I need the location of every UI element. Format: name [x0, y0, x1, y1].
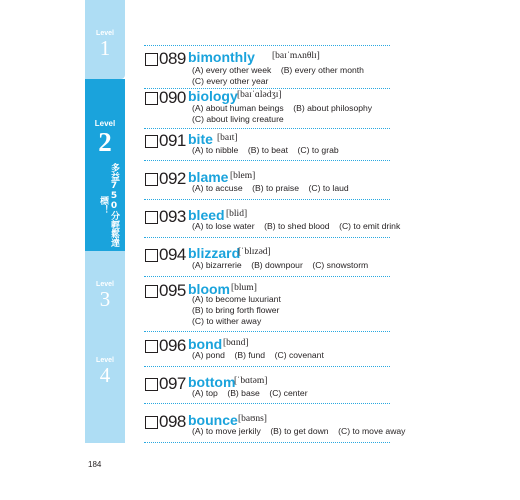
entry-word: bounce [188, 412, 238, 428]
top-dotted-divider [144, 45, 390, 46]
entry-word: bite [188, 131, 213, 147]
entry-number: 089 [159, 49, 186, 68]
entry-number: 094 [159, 245, 186, 264]
page-number: 184 [88, 460, 102, 469]
entry-ipa: [blum] [231, 283, 257, 293]
dotted-divider [144, 128, 390, 129]
entry-word: bloom [188, 281, 230, 297]
entry-ipa: [bɑnd] [223, 338, 249, 348]
level-2-tab-active[interactable] [85, 79, 125, 251]
checkbox[interactable] [145, 378, 158, 391]
entry-ipa: [baɪˈɑlədʒɪ] [237, 90, 282, 100]
checkbox[interactable] [145, 249, 158, 262]
checkbox[interactable] [145, 92, 158, 105]
checkbox[interactable] [145, 53, 158, 66]
checkbox[interactable] [145, 285, 158, 298]
dotted-divider [144, 276, 390, 277]
level-2-number: 2 [98, 127, 112, 157]
level-3-word: Level [96, 281, 114, 288]
entry-options-line: (A) bizarrerie (B) downpour (C) snowstorm [192, 260, 369, 270]
checkbox[interactable] [145, 173, 158, 186]
level-sidebar [85, 0, 125, 443]
entry-word: bimonthly [188, 49, 255, 65]
entry-word: blame [188, 169, 229, 185]
entry-word: biology [188, 88, 238, 104]
entry-number: 092 [159, 169, 186, 188]
entry-number: 090 [159, 88, 186, 107]
level-3-number: 3 [99, 287, 111, 311]
entry-options-line: (A) to nibble (B) to beat (C) to grab [192, 145, 339, 155]
level-4-word: Level [96, 357, 114, 364]
entry-options-line: (A) every other week (B) every other month [192, 65, 364, 75]
entry-ipa: [baɪt] [217, 133, 238, 143]
entry-options-line: (C) about living creature [192, 114, 284, 124]
entry-ipa: [baʊns] [238, 414, 267, 424]
entry-ipa: [blid] [226, 209, 248, 219]
entry-options-line: (B) to bring forth flower [192, 305, 280, 315]
dotted-divider [144, 199, 390, 200]
entry-number: 097 [159, 374, 186, 393]
entry-ipa: [ˈblɪzəd] [238, 247, 271, 257]
entry-ipa: [baɪˈmʌnθlɪ] [272, 51, 320, 61]
checkbox[interactable] [145, 135, 158, 148]
entry-ipa: [blem] [230, 171, 256, 181]
level-4-number: 4 [99, 363, 111, 387]
entry-options-line: (A) about human beings (B) about philosophy [192, 103, 373, 113]
dotted-divider [144, 160, 390, 161]
dotted-divider [144, 403, 390, 404]
dotted-divider [144, 442, 390, 443]
entry-options-line: (A) top (B) base (C) center [192, 388, 308, 398]
entry-word: bond [188, 336, 223, 352]
entry-ipa: [ˈbɑtəm] [234, 376, 268, 386]
entry-options-line: (C) to wither away [192, 316, 262, 326]
level-3-tab[interactable] [85, 251, 125, 331]
entry-number: 095 [159, 281, 186, 300]
checkbox[interactable] [145, 340, 158, 353]
entry-options-line: (A) pond (B) fund (C) covenant [192, 350, 324, 360]
entry-options-line: (A) to become luxuriant [192, 294, 281, 304]
entry-number: 093 [159, 207, 186, 226]
entry-number: 096 [159, 336, 186, 355]
entry-word: bottom [188, 374, 236, 390]
level-2-tagline: 多益750分輕鬆達標！ [98, 163, 119, 247]
entry-options-line: (A) to accuse (B) to praise (C) to laud [192, 183, 349, 193]
entry-word: bleed [188, 207, 225, 223]
level-1-word: Level [96, 30, 114, 37]
dotted-divider [144, 237, 390, 238]
entry-options-line: (A) to lose water (B) to shed blood (C) to emit drink [192, 221, 401, 231]
entry-number: 091 [159, 131, 186, 150]
entry-options-line: (A) to move jerkily (B) to get down (C) to move away [192, 426, 406, 436]
level-1-number: 1 [99, 36, 111, 60]
checkbox[interactable] [145, 416, 158, 429]
entry-word: blizzard [188, 245, 241, 261]
entry-number: 098 [159, 412, 186, 431]
level-4-tab[interactable] [85, 331, 125, 443]
level-2-word: Level [94, 119, 116, 128]
dotted-divider [144, 366, 390, 367]
level-1-tab[interactable] [85, 0, 125, 79]
checkbox[interactable] [145, 211, 158, 224]
entry-options-line: (C) every other year [192, 76, 269, 86]
dotted-divider [144, 331, 390, 332]
